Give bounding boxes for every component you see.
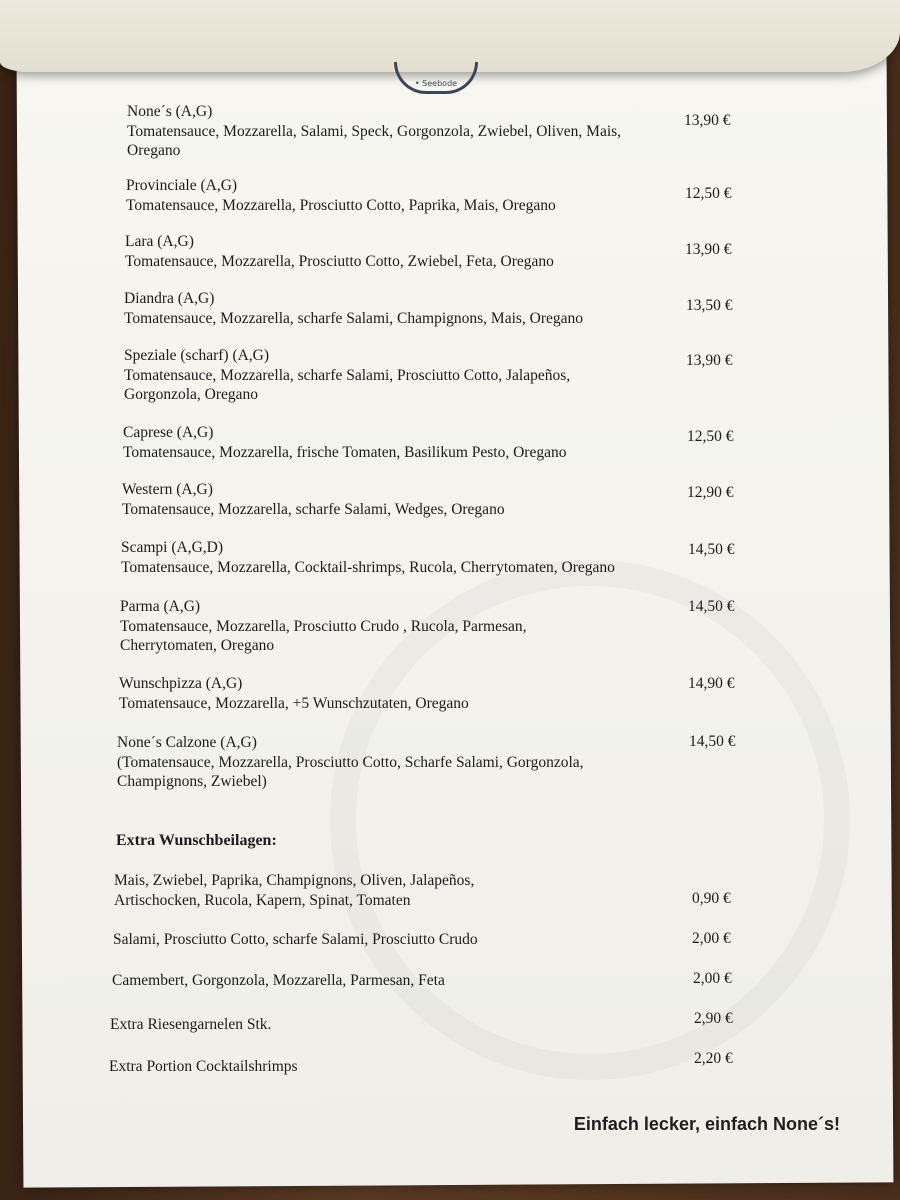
item-description: Tomatensauce, Mozzarella, Salami, Speck, Gorgonzola, Zwiebel, Oliven, Mais, Oregano (127, 122, 622, 159)
item-price: 12,90 € (687, 484, 734, 501)
menu-item-provinciale (126, 176, 686, 215)
menu-item-parma (120, 597, 590, 656)
extra-meats: Salami, Prosciutto Cotto, scharfe Salami, Prosciutto Crudo (113, 931, 478, 948)
extra-price: 2,20 € (694, 1050, 733, 1067)
item-name: Western (A,G) (122, 481, 213, 498)
item-price: 13,90 € (684, 112, 731, 129)
menu-item-speziale (124, 346, 624, 405)
menu-item-wunschpizza (119, 674, 679, 713)
menu-item-caprese (123, 423, 683, 462)
item-description: Tomatensauce, Mozzarella, Prosciutto Cotto, Paprika, Mais, Oregano (126, 196, 556, 214)
item-description: Tomatensauce, Mozzarella, frische Tomaten, Basilikum Pesto, Oregano (123, 443, 567, 461)
extra-cheeses: Camembert, Gorgonzola, Mozzarella, Parmesan, Feta (112, 972, 445, 989)
extra-price: 2,00 € (693, 970, 732, 987)
item-name: Lara (A,G) (125, 233, 194, 250)
item-price: 14,50 € (688, 541, 735, 558)
item-price: 14,90 € (688, 675, 735, 692)
item-price: 14,50 € (688, 598, 735, 615)
item-name: Caprese (A,G) (123, 424, 214, 441)
item-name: Diandra (A,G) (124, 290, 215, 307)
item-name: None´s (A,G) (127, 103, 213, 120)
item-description: Tomatensauce, Mozzarella, Cocktail-shrimps, Rucola, Cherrytomaten, Oregano (121, 558, 615, 576)
menu-item-calzone (117, 733, 647, 792)
item-price: 14,50 € (689, 733, 736, 750)
menu-item-western (122, 480, 682, 519)
extra-shrimps: Extra Portion Cocktailshrimps (109, 1058, 298, 1075)
item-price: 13,90 € (686, 352, 733, 369)
logo-text: • Seebode (414, 79, 458, 88)
item-description: Tomatensauce, Mozzarella, Prosciutto Cotto, Zwiebel, Feta, Oregano (125, 252, 554, 270)
extra-price: 2,90 € (694, 1010, 733, 1027)
extra-prawns: Extra Riesengarnelen Stk. (110, 1016, 272, 1033)
item-name: Scampi (A,G,D) (121, 539, 224, 556)
item-name: Wunschpizza (A,G) (119, 675, 243, 692)
menu-item-lara (125, 232, 685, 271)
item-description: Tomatensauce, Mozzarella, +5 Wunschzutaten, Oregano (119, 694, 469, 712)
extra-price: 0,90 € (692, 890, 731, 907)
item-name: None´s Calzone (A,G) (117, 734, 257, 751)
item-description: Tomatensauce, Mozzarella, scharfe Salami, Prosciutto Cotto, Jalapeños, Gorgonzola, Oregano (124, 366, 571, 403)
item-name: Speziale (scharf) (A,G) (124, 347, 270, 364)
extras-heading: Extra Wunschbeilagen: (116, 832, 277, 849)
menu-item-diandra (124, 289, 684, 328)
item-description: Tomatensauce, Mozzarella, scharfe Salami, Champignons, Mais, Oregano (124, 309, 584, 327)
menu-item-scampi (121, 538, 686, 577)
item-price: 13,50 € (686, 297, 733, 314)
menu-item-nones (127, 102, 647, 161)
item-name: Parma (A,G) (120, 598, 201, 615)
slogan: Einfach lecker, einfach None´s! (573, 1114, 840, 1134)
item-price: 13,90 € (685, 241, 732, 258)
item-name: Provinciale (A,G) (126, 177, 238, 194)
item-price: 12,50 € (687, 428, 734, 445)
extra-price: 2,00 € (692, 930, 731, 947)
extra-vegetables: Mais, Zwiebel, Paprika, Champignons, Oliven, Jalapeños, Artischocken, Rucola, Kapern, Spinat, Tomaten (114, 872, 475, 909)
item-description: Tomatensauce, Mozzarella, Prosciutto Crudo , Rucola, Parmesan, Cherrytomaten, Oregano (120, 617, 527, 654)
item-price: 12,50 € (685, 185, 732, 202)
item-description: Tomatensauce, Mozzarella, scharfe Salami, Wedges, Oregano (122, 500, 505, 518)
item-description: (Tomatensauce, Mozzarella, Prosciutto Cotto, Scharfe Salami, Gorgonzola, Champignons, Zwiebel) (117, 753, 584, 790)
